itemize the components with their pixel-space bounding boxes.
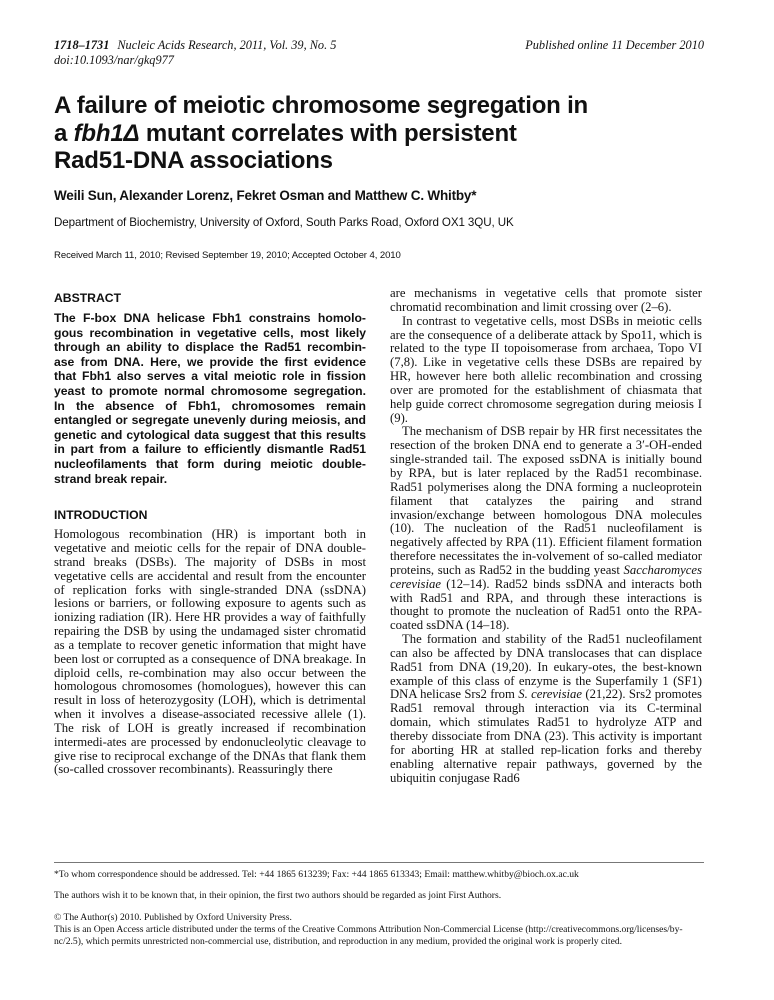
intro-paragraph-3 [390,425,702,633]
joint-authors-footnote: The authors wish it to be known that, in their opinion, the first two authors should be regarded as joint First Authors. [54,890,502,902]
title-line-1: A failure of meiotic chromosome segregation in [54,92,589,119]
title-line-2-pre: a [54,119,74,147]
introduction-heading: INTRODUCTION [54,508,148,523]
abstract-heading: ABSTRACT [54,291,122,305]
published-date: Published online 11 December 2010 [525,38,704,52]
page-range: 1718–1731 [54,38,110,52]
paragraph-3-text-a: The mechanism of DSB repair by HR first necessitates the resection of the broken DNA end to generate a 3′-OH-ended single-stranded tail. The exposed ssDNA is initially bound by RPA, but is later replaced by the Rad51 recombinase. Rad51 polymerises along the DNA forming a nucleoprotein filament that catalyzes the pairing and strand invasion/exchange between homologous DNA molecules (10). The nucleation of the Rad51 nucleofilament is negatively affected by RPA (11). Efficient filament formation therefore necessitates the in-volvement of so-called mediator proteins, such as Rad52 in the budding yeast [390,424,702,577]
paragraph-3-text-b: (12–14). Rad52 binds ssDNA and interacts both with Rad51 and RPA, and through these interactions is thought to promote the nucleation of Rad51 onto the RPA-coated ssDNA (14–18). [390,576,702,633]
left-column [54,291,366,777]
journal-citation [54,38,336,53]
paragraph-4-text-b: (21,22). Srs2 promotes Rad51 removal through interaction via its C-terminal domain, which stimulates Rad51 to hydrolyze ATP and thereby dissociate from DNA (23). This activity is important for aborting HR at stalled rep-lication forks and thereby enabling alternative repair pathways, governed by the ubiquitin conjugase Rad6 [390,687,702,785]
footnotes [54,869,704,948]
doi[interactable]: doi:10.1093/nar/gkq977 [54,53,174,67]
species-name: Saccharomyces cerevisiae [390,562,702,591]
license-notice: This is an Open Access article distributed under the terms of the Creative Commons Attribution Non-Commercial License (http://creativecommons.org/licenses/by-nc/2.5), which permits unrestricted non-commercial use, distribution, and reproduction in any medium, provided the original work is properly cited. [54,923,683,948]
paper-title [54,92,704,175]
gene-name: fbh1Δ [73,119,140,147]
submission-dates: Received March 11, 2010; Revised September 19, 2010; Accepted October 4, 2010 [54,250,401,261]
author-list: Weili Sun, Alexander Lorenz, Fekret Osman and Matthew C. Whitby* [54,188,477,203]
copyright-notice: © The Author(s) 2010. Published by Oxford University Press. [54,911,292,923]
affiliation: Department of Biochemistry, University of Oxford, South Parks Road, Oxford OX1 3QU, UK [54,216,514,229]
species-name-abbrev: S. cerevisiae [518,687,583,702]
intro-paragraph-1: Homologous recombination (HR) is important both in vegetative and meiotic cells for the repair of DNA double-strand breaks (DSBs). The majority of DSBs in most vegetative cells are accidental and result from the encounter of replication forks with single-stranded DNA (ssDNA) lesions or barriers, or following exposure to agents such as ionizing radiation (IR). Here HR provides a way of faithfully repairing the DSB by using the undamaged sister chromatid as a template to recover genetic information that might have been lost or corrupted as a consequence of DNA breakage. In diploid cells, re-combination may also occur between the homologous chromosomes (homologues), however this can result in loss of heterozygosity (LOH), which is detrimental when it involves a disease-associated recessive allele (1). The risk of LOH is greatly increased if recombination intermedi-ates are processed by endonucleolytic cleavage to give rise to reciprocal exchange of the DNAs that flank them (so-called crossover recombinants). Reassuringly there [54,527,366,777]
intro-paragraph-2: In contrast to vegetative cells, most DSBs in meiotic cells are the consequence of a deliberate attack by Spo11, which is related to the type II topoisomerase from archaea, Topo VI (7,8). Like in vegetative cells these DSBs are repaired by HR, however here both allelic recombination and crossing over are promoted for the establishment of chiasmata that help guide correct chromosome segregation during meiosis I (9). [390,313,702,425]
footnote-divider [54,862,704,863]
paragraph-4-text-a: The formation and stability of the Rad51 nucleofilament can also be affected by DNA translocases that can displace Rad51 from DNA (19,20). In eukary-otes, the best-known example of this class of enzyme is the Superfamily 1 (SF1) DNA helicase Srs2 from [390,632,702,702]
right-column [390,287,702,785]
correspondence-footnote: *To whom correspondence should be addressed. Tel: +44 1865 613239; Fax: +44 1865 613343; Email: matthew.whitby@bioch.ox.ac.uk [54,869,579,880]
abstract-text: The F-box DNA helicase Fbh1 constrains homolo-gous recombination in vegetative cells, most likely through an ability to displace the Rad51 recombin-ase from DNA. Here, we provide the first evidence that Fbh1 also serves a vital meiotic role in fission yeast to promote normal chromosome segregation. In the absence of Fbh1, chromosomes remain entangled or segregate unevenly during meiosis, and genetic and cytological data suggest that this results in part from a failure to efficiently dismantle Rad51 nucleofilaments that form during meiotic double-strand break repair. [54,311,366,486]
intro-paragraph-4 [390,633,702,785]
intro-paragraph-1-continued: are mechanisms in vegetative cells that promote sister chromatid recombination and limit crossing over (2–6). [390,286,702,314]
journal-name: Nucleic Acids Research, 2011, Vol. 39, No. 5 [117,38,337,52]
title-line-2-post: mutant correlates with persistent [139,119,517,147]
title-line-3: Rad51-DNA associations [54,147,333,174]
